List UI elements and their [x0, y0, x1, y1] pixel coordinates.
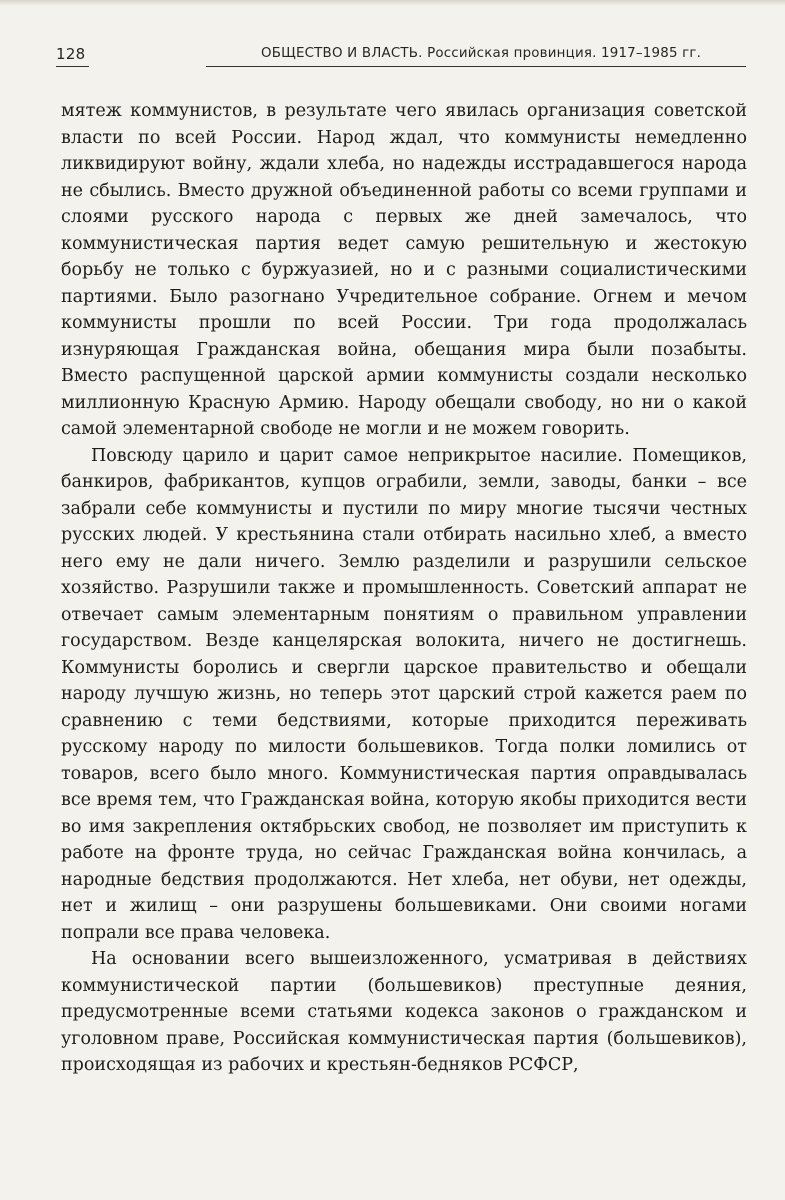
running-head-rule	[206, 66, 746, 67]
paragraph-3: На основании всего вышеизложенного, усматривая в действиях коммунистической партии (большевиков) преступные деяния, предусмотренные всеми статьями кодекса законов о гражданском и уголовном праве, Российская коммунистическая партия (большевиков), происходящая из рабочих и крестьян-бедняков РСФСР,	[61, 949, 747, 1075]
page-top-edge	[0, 0, 785, 6]
body-text	[61, 98, 747, 1079]
paragraph-1: мятеж коммунистов, в результате чего явилась организация советской власти по всей России. Народ ждал, что коммунисты немедленно ликвидируют войну, ждали хлеба, но надежды исстрадавшегося народа не сбылись. Вместо дружной объединенной работы со всеми группами и слоями русского народа с первых же дней замечалось, что коммунистическая партия ведет самую решительную и жестокую борьбу не только с буржуазией, но и с разными социалистическими партиями. Было разогнано Учредительное собрание. Огнем и мечом коммунисты прошли по всей России. Три года продолжалась изнуряющая Гражданская война, обещания мира были позабыты. Вместо распущенной царской армии коммунисты создали несколько миллионную Красную Армию. Народу обещали свободу, но ни о какой самой элементарной свободе не могли и не можем говорить.	[61, 101, 747, 439]
page-number-underline	[56, 66, 89, 67]
page-number: 128	[56, 45, 86, 63]
paragraph-2: Повсюду царило и царит самое неприкрытое насилие. Помещиков, банкиров, фабрикантов, купцов ограбили, земли, заводы, банки – все забрали себе коммунисты и пустили по миру многие тысячи честных русских людей. У крестьянина стали отбирать насильно хлеб, а вместо него ему не дали ничего. Землю разделили и разрушили сельское хозяйство. Разрушили также и промышленность. Советский аппарат не отвечает самым элементарным понятиям о правильном управлении государством. Везде канцелярская волокита, ничего не достигнешь. Коммунисты боролись и свергли царское правительство и обещали народу лучшую жизнь, но теперь этот царский строй кажется раем по сравнению с теми бедствиями, которые приходится переживать русскому народу по милости большевиков. Тогда полки ломились от товаров, всего было много. Коммунистическая партия оправдывалась все время тем, что Гражданская война, которую якобы приходится вести во имя закрепления октябрьских свобод, не позволяет им приступить к работе на фронте труда, но сейчас Гражданская война кончилась, а народные бедствия продолжаются. Нет хлеба, нет обуви, нет одежды, нет и жилищ – они разрушены большевиками. Они своими ногами попрали все права человека.	[61, 445, 747, 943]
page-header	[56, 44, 746, 72]
running-head: ОБЩЕСТВО И ВЛАСТЬ. Российская провинция. 1917–1985 гг.	[261, 46, 702, 61]
